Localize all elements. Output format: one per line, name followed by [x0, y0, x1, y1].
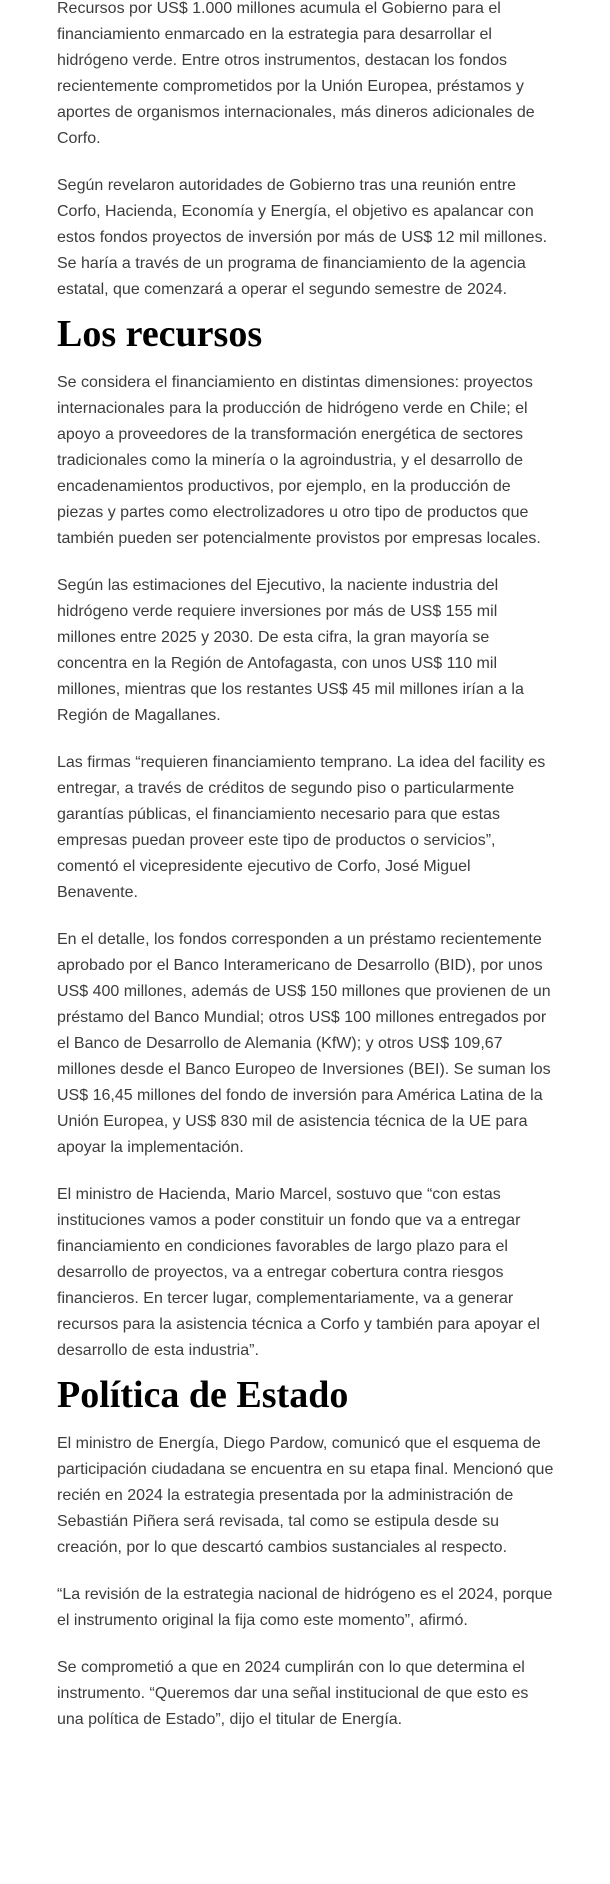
body-paragraph: El ministro de Hacienda, Mario Marcel, sostuvo que “con estas instituciones vamos a poder constituir un fondo que va a entregar financiamiento en condiciones favorables de largo plazo para el desarrollo de proyectos, va a entregar cobertura contra riesgos financieros. En tercer lugar, complementariamente, va a generar recursos para la asistencia técnica a Corfo y también para apoyar el desarrollo de esta industria”. [57, 1186, 540, 1359]
body-paragraph: El ministro de Energía, Diego Pardow, comunicó que el esquema de participación ciudadana se encuentra en su etapa final. Mencionó que recién en 2024 la estrategia presentada por la administración de Sebastián Piñera será revisada, tal como se estipula desde su creación, por lo que descartó cambios sustanciales al respecto. [57, 1435, 554, 1556]
body-paragraph: Según las estimaciones del Ejecutivo, la naciente industria del hidrógeno verde requiere inversiones por más de US$ 155 mil millones entre 2025 y 2030. De esta cifra, la gran mayoría se concentra en la Región de Antofagasta, con unos US$ 110 mil millones, mientras que los restantes US$ 45 mil millones irían a la Región de Magallanes. [57, 577, 524, 724]
body-paragraph: Las firmas “requieren financiamiento temprano. La idea del facility es entregar, a través de créditos de segundo piso o particularmente garantías públicas, el financiamiento necesario para que estas empresas puedan proveer este tipo de productos o servicios”, comentó el vicepresidente ejecutivo de Corfo, José Miguel Benavente. [57, 754, 546, 901]
body-paragraph: En el detalle, los fondos corresponden a un préstamo recientemente aprobado por el Banco Interamericano de Desarrollo (BID), por unos US$ 400 millones, además de US$ 150 millones que provienen de un préstamo del Banco Mundial; otros US$ 100 millones entregados por el Banco de Desarrollo de Alemania (KfW); y otros US$ 109,67 millones desde el Banco Europeo de Inversiones (BEI). Se suman los US$ 16,45 millones del fondo de inversión para América Latina de la Unión Europea, y US$ 830 mil de asistencia técnica de la UE para apoyar la implementación. [57, 931, 551, 1156]
intro-paragraph: Recursos por US$ 1.000 millones acumula el Gobierno para el financiamiento enmarcado en la estrategia para desarrollar el hidrógeno verde. Entre otros instrumentos, destacan los fondos recientemente comprometidos por la Unión Europea, préstamos y aportes de organismos internacionales, más dineros adicionales de Corfo. [57, 0, 535, 147]
body-paragraph: Se considera el financiamiento en distintas dimensiones: proyectos internacionales para la producción de hidrógeno verde en Chile; el apoyo a proveedores de la transformación energética de sectores tradicionales como la minería o la agroindustria, y el desarrollo de encadenamientos productivos, por ejemplo, en la producción de piezas y partes como electrolizadores u otro tipo de productos que también pueden ser potencialmente provistos por empresas locales. [57, 374, 541, 547]
section-heading-politica-de-estado: Política de Estado [57, 1374, 349, 1416]
body-paragraph: “La revisión de la estrategia nacional de hidrógeno es el 2024, porque el instrumento original la fija como este momento”, afirmó. [57, 1586, 553, 1629]
intro-paragraph: Según revelaron autoridades de Gobierno tras una reunión entre Corfo, Hacienda, Economía y Energía, el objetivo es apalancar con estos fondos proyectos de inversión por más de US$ 12 mil millones. Se haría a través de un programa de financiamiento de la agencia estatal, que comenzará a operar el segundo semestre de 2024. [57, 177, 548, 298]
section-heading-los-recursos: Los recursos [57, 313, 263, 355]
body-paragraph: Se comprometió a que en 2024 cumplirán con lo que determina el instrumento. “Queremos dar una señal institucional de que esto es una política de Estado”, dijo el titular de Energía. [57, 1659, 529, 1728]
